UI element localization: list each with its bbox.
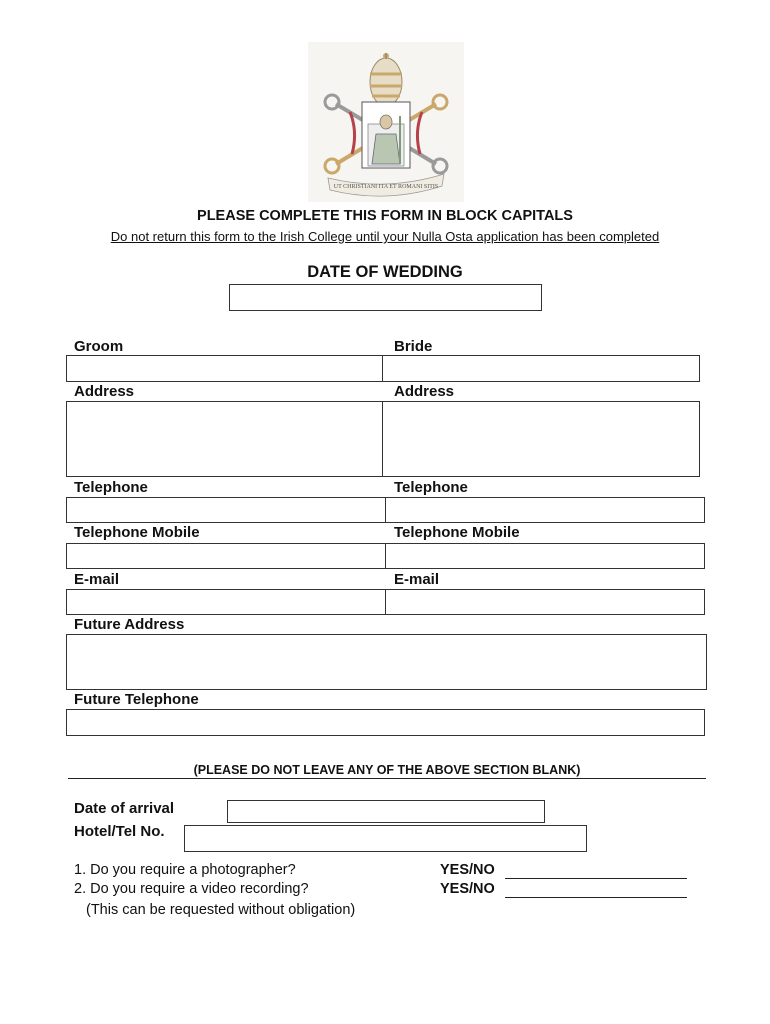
- groom-email-label: E-mail: [74, 571, 120, 588]
- groom-address-field[interactable]: [66, 401, 383, 477]
- coat-of-arms-icon: [308, 42, 464, 202]
- form-subtitle: Do not return this form to the Irish College until your Nulla Osta application has been completed: [110, 229, 660, 244]
- blank-section-note: (PLEASE DO NOT LEAVE ANY OF THE ABOVE SECTION BLANK): [193, 763, 581, 777]
- bride-telephone-field[interactable]: [385, 497, 705, 523]
- bride-address-label: Address: [394, 383, 455, 400]
- groom-name-field[interactable]: [66, 355, 383, 382]
- section-divider: [68, 778, 706, 779]
- crest-motto: UT CHRISTIANI ITA ET ROMANI SITIS: [333, 184, 439, 190]
- hotel-tel-label: Hotel/Tel No.: [74, 823, 165, 840]
- future-address-label: Future Address: [74, 616, 185, 633]
- bride-mobile-label: Telephone Mobile: [394, 524, 520, 541]
- groom-telephone-field[interactable]: [66, 497, 386, 523]
- photographer-yes-no-label: YES/NO: [440, 862, 495, 878]
- date-of-wedding-label: DATE OF WEDDING: [307, 263, 463, 281]
- bride-telephone-label: Telephone: [394, 479, 468, 496]
- groom-mobile-field[interactable]: [66, 543, 386, 569]
- crest: [308, 42, 464, 202]
- video-answer-line[interactable]: [505, 897, 687, 898]
- bride-heading: Bride: [394, 338, 433, 355]
- date-of-arrival-field[interactable]: [227, 800, 545, 823]
- bride-name-field[interactable]: [382, 355, 700, 382]
- groom-heading: Groom: [74, 338, 124, 355]
- bride-email-field[interactable]: [385, 589, 705, 615]
- questions-note: (This can be requested without obligation): [86, 902, 356, 918]
- bride-mobile-field[interactable]: [385, 543, 705, 569]
- photographer-answer-line[interactable]: [505, 878, 687, 879]
- groom-email-field[interactable]: [66, 589, 386, 615]
- future-telephone-field[interactable]: [66, 709, 705, 736]
- video-question: 2. Do you require a video recording?: [74, 881, 309, 897]
- hotel-tel-field[interactable]: [184, 825, 587, 852]
- future-telephone-label: Future Telephone: [74, 691, 199, 708]
- form-title: PLEASE COMPLETE THIS FORM IN BLOCK CAPITALS: [197, 208, 573, 224]
- future-address-field[interactable]: [66, 634, 707, 690]
- video-yes-no-label: YES/NO: [440, 881, 495, 897]
- groom-telephone-label: Telephone: [74, 479, 148, 496]
- photographer-question: 1. Do you require a photographer?: [74, 862, 296, 878]
- groom-mobile-label: Telephone Mobile: [74, 524, 200, 541]
- date-of-wedding-field[interactable]: [229, 284, 542, 311]
- bride-email-label: E-mail: [394, 571, 440, 588]
- groom-address-label: Address: [74, 383, 135, 400]
- date-of-arrival-label: Date of arrival: [74, 800, 175, 817]
- bride-address-field[interactable]: [382, 401, 700, 477]
